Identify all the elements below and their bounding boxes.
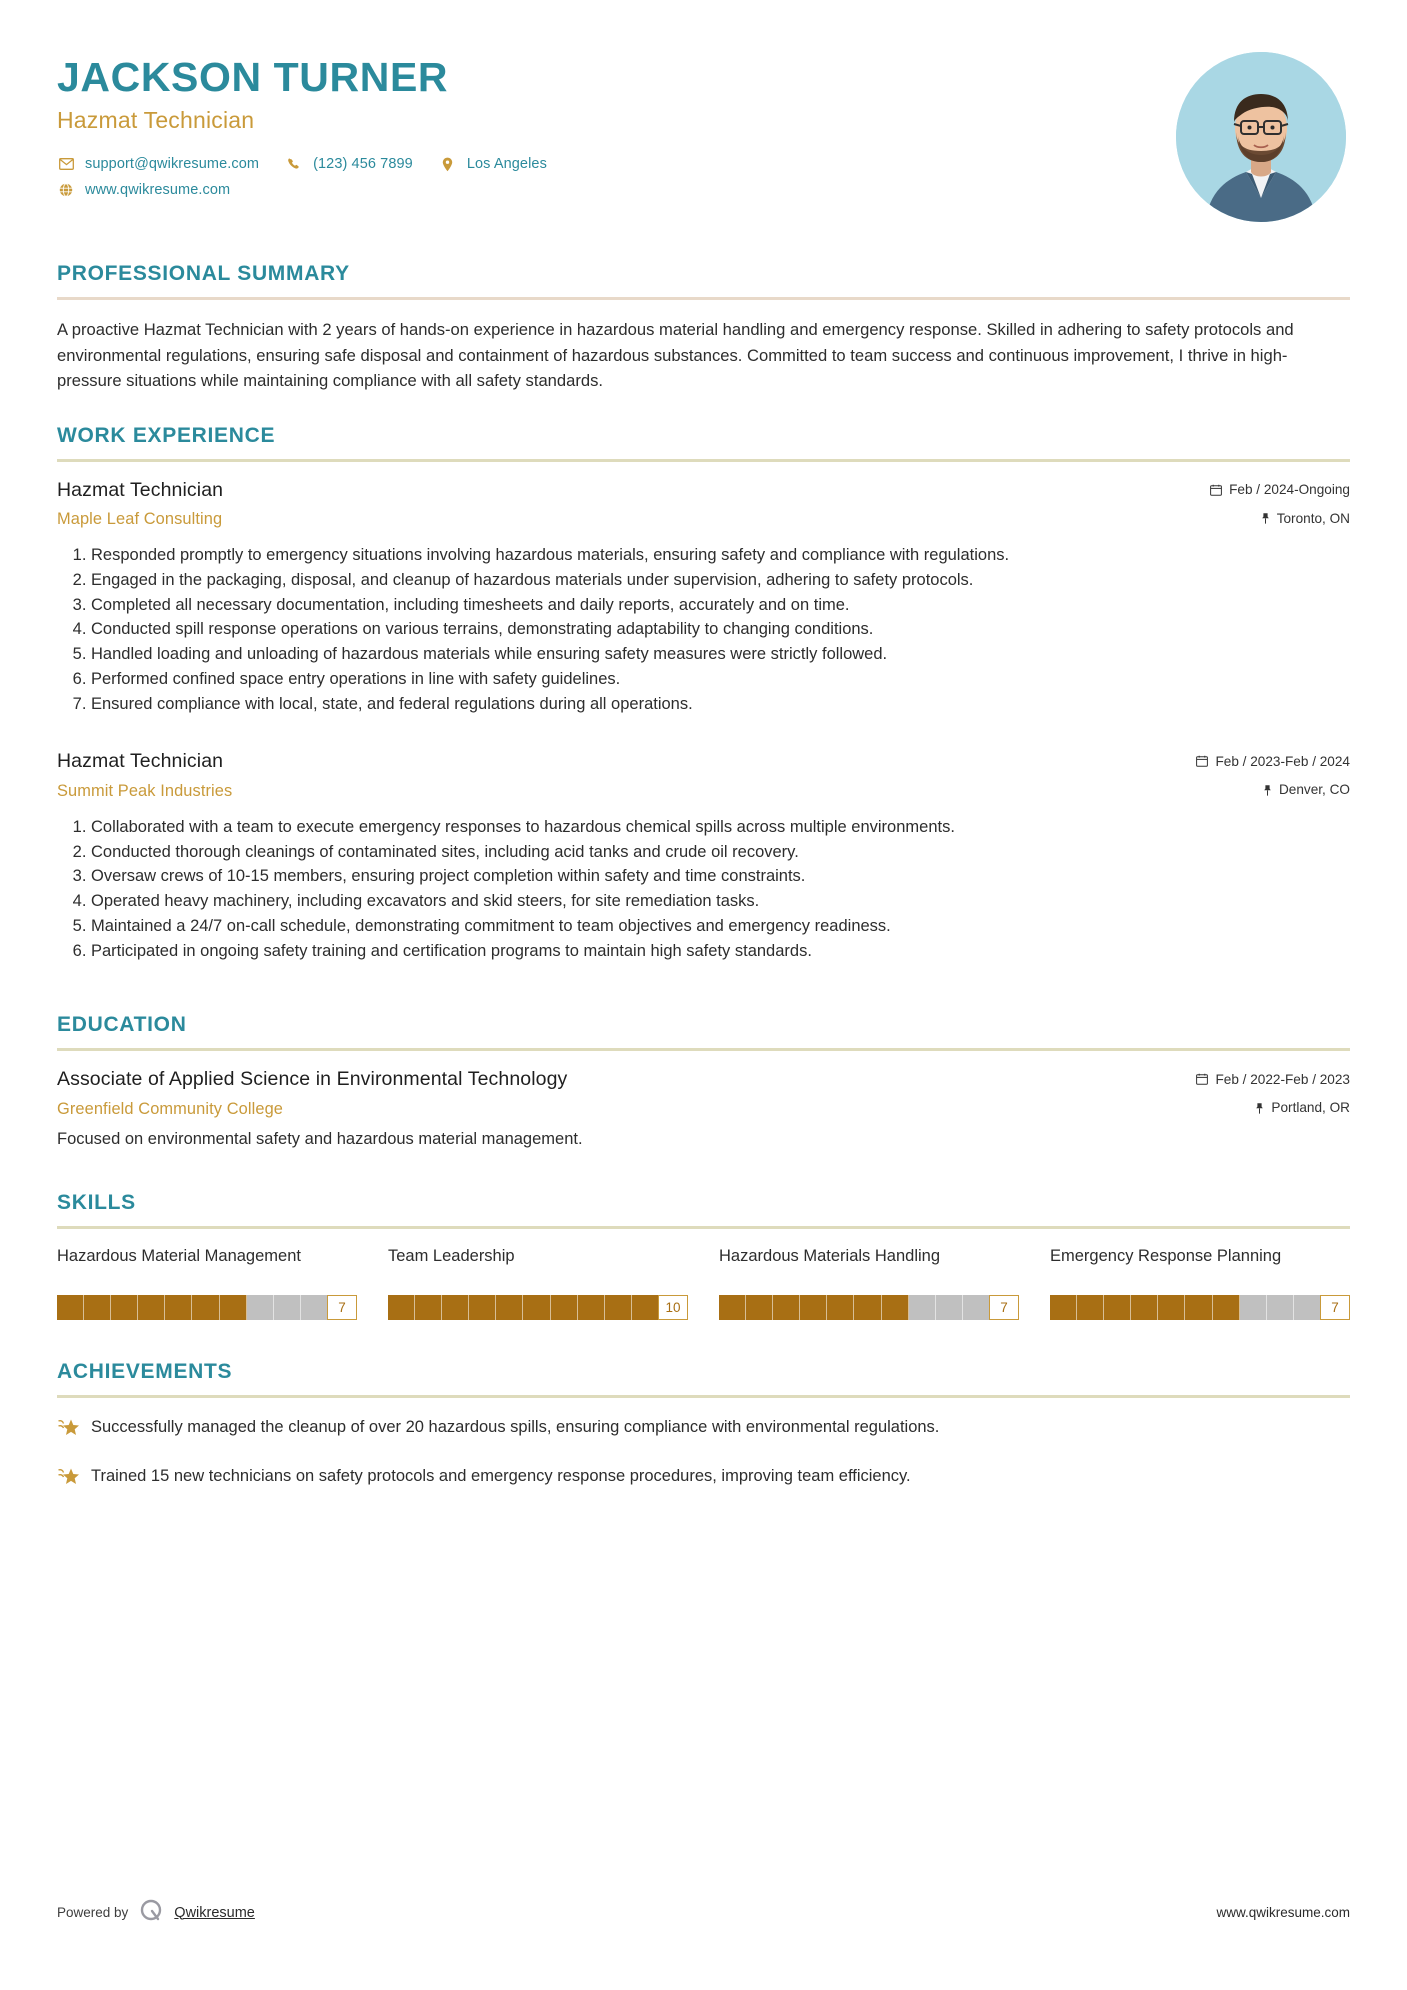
- contact-location-text: Los Angeles: [466, 156, 547, 173]
- skill-meter-segment: [165, 1295, 192, 1320]
- education-dates: [1196, 1072, 1350, 1087]
- contact-phone-text: (123) 456 7899: [313, 156, 413, 173]
- education-location-text: Portland, OR: [1271, 1100, 1350, 1116]
- contact-email[interactable]: [57, 156, 259, 172]
- work-role: Hazmat Technician: [57, 750, 224, 773]
- list-item: 3. Completed all necessary documentation, including timesheets and daily reports, accurately and on time.: [91, 594, 1350, 618]
- calendar-icon: [1210, 484, 1222, 496]
- skill-label: Hazardous Materials Handling: [719, 1246, 941, 1265]
- skill-meter-segment: [220, 1295, 247, 1320]
- section-divider: [57, 1395, 1350, 1398]
- skill-meter: [719, 1295, 1019, 1320]
- skill-meter-segment: [800, 1295, 827, 1320]
- section-education: [57, 1013, 1350, 1149]
- skill-meter-segment: [909, 1295, 936, 1320]
- work-entry: [57, 479, 1350, 717]
- work-company: Summit Peak Industries: [57, 781, 233, 800]
- skill-meter-segment: [442, 1295, 469, 1320]
- skill-meter-segment: [1213, 1295, 1240, 1320]
- skill-meter-segment: [854, 1295, 881, 1320]
- education-note: Focused on environmental safety and hazardous material management.: [57, 1129, 583, 1148]
- skill-item: [388, 1246, 688, 1320]
- achievements-list: [57, 1416, 1350, 1488]
- skill-item: [1050, 1246, 1350, 1320]
- skill-label: Hazardous Material Management: [57, 1246, 301, 1265]
- skill-score: 10: [658, 1295, 688, 1320]
- section-divider: [57, 1226, 1350, 1229]
- qwikresume-logo-icon: [138, 1897, 164, 1928]
- skill-meter-segment: [1050, 1295, 1077, 1320]
- work-location-text: Toronto, ON: [1276, 510, 1350, 526]
- education-location: [1255, 1100, 1350, 1115]
- skill-meter-segment: [551, 1295, 578, 1320]
- skill-meter-segment: [57, 1295, 84, 1320]
- skill-meter-track: [719, 1295, 989, 1320]
- skill-meter: [57, 1295, 357, 1320]
- section-divider: [57, 1048, 1350, 1051]
- skill-meter-track: [1050, 1295, 1320, 1320]
- star-icon: [57, 1465, 91, 1488]
- work-dates: [1196, 754, 1350, 769]
- skill-label: Team Leadership: [388, 1246, 515, 1265]
- page-footer: [57, 1897, 1350, 1928]
- section-skills: [57, 1191, 1350, 1320]
- skill-meter-segment: [632, 1295, 658, 1320]
- header-left: [57, 52, 573, 208]
- achievement-text: Successfully managed the cleanup of over 20 hazardous spills, ensuring compliance with environmental regulations.: [91, 1417, 940, 1436]
- skill-meter-segment: [247, 1295, 274, 1320]
- work-dates-text: Feb / 2023-Feb / 2024: [1215, 753, 1350, 769]
- work-bullets: [57, 544, 1350, 716]
- skill-meter-segment: [388, 1295, 415, 1320]
- skill-meter-track: [388, 1295, 658, 1320]
- list-item: 1. Collaborated with a team to execute emergency responses to hazardous chemical spills across multiple environments.: [91, 816, 1350, 840]
- list-item: 2. Engaged in the packaging, disposal, and cleanup of hazardous materials under supervision, adhering to safety protocols.: [91, 569, 1350, 593]
- skill-meter-track: [57, 1295, 327, 1320]
- contact-row-website: [57, 182, 573, 198]
- contact-row-primary: [57, 156, 573, 172]
- skill-meter-segment: [1158, 1295, 1185, 1320]
- brand-link[interactable]: Qwikresume: [174, 1904, 255, 1921]
- work-dates: [1210, 482, 1350, 497]
- footer-brand: [57, 1897, 255, 1928]
- map-pin-icon: [439, 157, 457, 172]
- skill-label: Emergency Response Planning: [1050, 1246, 1282, 1265]
- skill-score: 7: [327, 1295, 357, 1320]
- skill-meter-segment: [415, 1295, 442, 1320]
- skill-meter-segment: [773, 1295, 800, 1320]
- skill-meter-segment: [496, 1295, 523, 1320]
- skill-score: 7: [1320, 1295, 1350, 1320]
- envelope-icon: [57, 158, 75, 170]
- education-school: Greenfield Community College: [57, 1099, 283, 1118]
- contact-email-text: support@qwikresume.com: [85, 156, 260, 173]
- skill-meter-segment: [936, 1295, 963, 1320]
- work-bullets: [57, 816, 1350, 964]
- section-work-experience: [57, 424, 1350, 964]
- pin-icon: [1263, 784, 1272, 796]
- skill-meter-segment: [138, 1295, 165, 1320]
- education-degree: Associate of Applied Science in Environmental Technology: [57, 1068, 568, 1091]
- work-role: Hazmat Technician: [57, 478, 224, 501]
- skill-meter-segment: [1294, 1295, 1320, 1320]
- skill-meter-segment: [469, 1295, 496, 1320]
- section-achievements: [57, 1360, 1350, 1488]
- section-title-work: WORK EXPERIENCE: [57, 423, 276, 447]
- pin-icon: [1261, 512, 1270, 524]
- star-icon: [57, 1416, 91, 1439]
- powered-by-label: Powered by: [57, 1905, 129, 1920]
- summary-text: A proactive Hazmat Technician with 2 years of hands-on experience in hazardous material handling and emergency response. Skilled in adhering to safety protocols and environmental regulations, ensuring safe disposal and containment of hazardous substances. Committed to team success and continuous improvement, I thrive in high-pressure situations while maintaining compliance with all safety standards.: [57, 320, 1294, 391]
- pin-icon: [1255, 1102, 1264, 1114]
- skill-meter-segment: [111, 1295, 138, 1320]
- section-divider: [57, 459, 1350, 462]
- skill-meter-segment: [1240, 1295, 1267, 1320]
- skill-meter-segment: [84, 1295, 111, 1320]
- section-professional-summary: [57, 262, 1350, 394]
- skill-meter-segment: [192, 1295, 219, 1320]
- resume-header: [57, 52, 1350, 232]
- skill-meter-segment: [1185, 1295, 1212, 1320]
- avatar: [1176, 52, 1346, 222]
- skill-meter-segment: [1077, 1295, 1104, 1320]
- list-item: 6. Participated in ongoing safety training and certification programs to maintain high safety standards.: [91, 940, 1350, 964]
- skill-meter-segment: [1131, 1295, 1158, 1320]
- skill-meter-segment: [1267, 1295, 1294, 1320]
- skill-score: 7: [989, 1295, 1019, 1320]
- footer-url: www.qwikresume.com: [1216, 1905, 1350, 1920]
- skill-item: [57, 1246, 357, 1320]
- work-company: Maple Leaf Consulting: [57, 510, 223, 529]
- skill-meter-segment: [719, 1295, 746, 1320]
- work-location: [1261, 511, 1350, 526]
- education-dates-text: Feb / 2022-Feb / 2023: [1215, 1071, 1350, 1087]
- list-item: [57, 1416, 1350, 1439]
- list-item: 3. Oversaw crews of 10-15 members, ensuring project completion within safety and time constraints.: [91, 865, 1350, 889]
- contact-location: [439, 156, 547, 172]
- skill-meter: [1050, 1295, 1350, 1320]
- list-item: 5. Maintained a 24/7 on-call schedule, demonstrating commitment to team objectives and emergency readiness.: [91, 915, 1350, 939]
- list-item: 7. Ensured compliance with local, state, and federal regulations during all operations.: [91, 693, 1350, 717]
- skill-meter-segment: [605, 1295, 632, 1320]
- page-title: JACKSON TURNER: [57, 54, 449, 100]
- section-title-education: EDUCATION: [57, 1013, 187, 1037]
- list-item: 5. Handled loading and unloading of hazardous materials while ensuring safety measures were strictly followed.: [91, 643, 1350, 667]
- skill-meter-segment: [746, 1295, 773, 1320]
- job-title: Hazmat Technician: [57, 107, 255, 134]
- skill-meter-segment: [578, 1295, 605, 1320]
- list-item: 4. Operated heavy machinery, including excavators and skid steers, for site remediation tasks.: [91, 890, 1350, 914]
- skill-meter-segment: [1104, 1295, 1131, 1320]
- skill-item: [719, 1246, 1019, 1320]
- phone-icon: [285, 157, 303, 171]
- section-divider: [57, 297, 1350, 300]
- skill-meter-segment: [301, 1295, 327, 1320]
- section-title-achievements: ACHIEVEMENTS: [57, 1359, 233, 1383]
- contact-info: [57, 156, 573, 198]
- contact-website[interactable]: [57, 182, 230, 198]
- list-item: 1. Responded promptly to emergency situations involving hazardous materials, ensuring safety and compliance with regulations.: [91, 544, 1350, 568]
- list-item: [57, 1465, 1350, 1488]
- contact-phone[interactable]: [285, 156, 413, 172]
- section-title-summary: PROFESSIONAL SUMMARY: [57, 262, 350, 285]
- contact-website-text: www.qwikresume.com: [85, 182, 231, 199]
- work-entry: [57, 750, 1350, 963]
- skill-meter: [388, 1295, 688, 1320]
- list-item: 4. Conducted spill response operations on various terrains, demonstrating adaptability to changing conditions.: [91, 618, 1350, 642]
- list-item: 6. Performed confined space entry operations in line with safety guidelines.: [91, 668, 1350, 692]
- education-entry: [57, 1068, 1350, 1149]
- work-location: [1263, 782, 1350, 797]
- globe-icon: [57, 183, 75, 197]
- skills-grid: [57, 1246, 1350, 1320]
- skill-meter-segment: [274, 1295, 301, 1320]
- calendar-icon: [1196, 1073, 1208, 1085]
- calendar-icon: [1196, 755, 1208, 767]
- skill-meter-segment: [523, 1295, 550, 1320]
- skill-meter-segment: [827, 1295, 854, 1320]
- work-location-text: Denver, CO: [1278, 782, 1350, 798]
- work-dates-text: Feb / 2024-Ongoing: [1229, 482, 1350, 498]
- list-item: 2. Conducted thorough cleanings of contaminated sites, including acid tanks and crude oil recovery.: [91, 841, 1350, 865]
- skill-meter-segment: [882, 1295, 909, 1320]
- skill-meter-segment: [963, 1295, 989, 1320]
- section-title-skills: SKILLS: [57, 1190, 136, 1214]
- achievement-text: Trained 15 new technicians on safety protocols and emergency response procedures, improving team efficiency.: [91, 1466, 911, 1485]
